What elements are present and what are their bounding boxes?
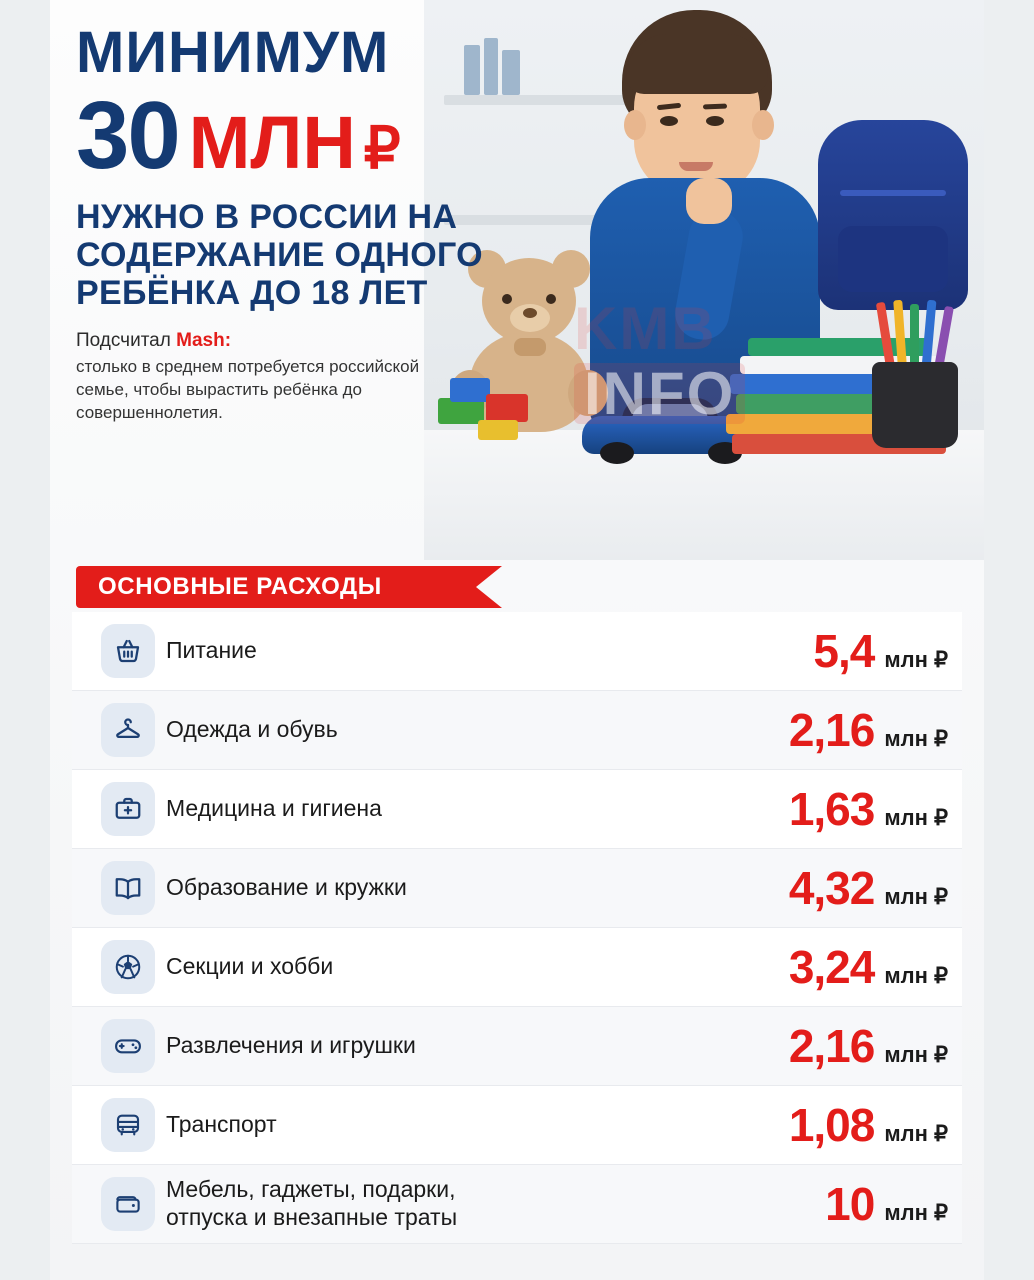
pencil-holder bbox=[872, 362, 958, 448]
basket-icon bbox=[101, 624, 155, 678]
row-label-line1: Мебель, гаджеты, подарки, bbox=[166, 1176, 456, 1203]
row-label bbox=[166, 953, 678, 981]
row-value: 4,32 bbox=[788, 862, 875, 914]
row-label bbox=[166, 1032, 678, 1060]
row-label bbox=[166, 716, 678, 744]
table-row bbox=[72, 1007, 962, 1086]
table-row bbox=[72, 612, 962, 691]
row-label bbox=[166, 637, 678, 665]
watermark-line1: KMB bbox=[574, 295, 717, 362]
source-note-prefix: Подсчитал bbox=[76, 330, 177, 352]
section-banner-shape bbox=[76, 566, 476, 608]
row-unit: млн ₽ bbox=[884, 647, 948, 672]
row-icon-cell bbox=[90, 1177, 166, 1231]
row-value-cell bbox=[678, 861, 948, 915]
row-icon-cell bbox=[90, 1019, 166, 1073]
source-note-body: столько в среднем потребуется российской семье, чтобы вырастить ребёнка до совершеннолетия. bbox=[76, 357, 420, 423]
row-icon-cell bbox=[90, 1098, 166, 1152]
headline-minimum: МИНИМУМ bbox=[76, 20, 390, 85]
amount-unit: МЛН bbox=[188, 101, 356, 184]
boy-ear bbox=[752, 110, 774, 140]
hanger-icon bbox=[101, 703, 155, 757]
bus-icon bbox=[101, 1098, 155, 1152]
table-row bbox=[72, 770, 962, 849]
boy-eye bbox=[660, 116, 678, 126]
row-icon-cell bbox=[90, 940, 166, 994]
row-unit: млн ₽ bbox=[884, 1200, 948, 1225]
row-label bbox=[166, 795, 678, 823]
table-row bbox=[72, 849, 962, 928]
infographic-canvas bbox=[50, 0, 984, 1280]
row-label bbox=[166, 1176, 678, 1231]
row-unit: млн ₽ bbox=[884, 805, 948, 830]
row-label-line1: Питание bbox=[166, 637, 257, 664]
row-value: 2,16 bbox=[788, 704, 875, 756]
table-row bbox=[72, 1165, 962, 1244]
row-value-cell bbox=[678, 782, 948, 836]
row-unit: млн ₽ bbox=[884, 1042, 948, 1067]
car-wheel bbox=[600, 442, 634, 464]
boy-ear bbox=[624, 110, 646, 140]
backpack-zipper bbox=[840, 190, 946, 196]
firstaid-icon bbox=[101, 782, 155, 836]
row-unit: млн ₽ bbox=[884, 1121, 948, 1146]
row-unit: млн ₽ bbox=[884, 884, 948, 909]
table-row bbox=[72, 1086, 962, 1165]
row-icon-cell bbox=[90, 624, 166, 678]
headline-block bbox=[76, 20, 596, 425]
pencil-cup bbox=[860, 300, 970, 450]
row-label-line1: Развлечения и игрушки bbox=[166, 1032, 416, 1059]
left-margin-strip bbox=[0, 0, 50, 1280]
section-banner-label: ОСНОВНЫЕ РАСХОДЫ bbox=[98, 573, 382, 600]
row-value: 10 bbox=[825, 1178, 875, 1230]
row-value: 5,4 bbox=[813, 625, 875, 677]
source-note bbox=[76, 330, 436, 425]
row-unit: млн ₽ bbox=[884, 726, 948, 751]
headline-amount bbox=[76, 82, 596, 189]
ruble-sign-icon: ₽ bbox=[363, 116, 401, 181]
row-label bbox=[166, 1111, 678, 1139]
boy-eye bbox=[706, 116, 724, 126]
book-icon bbox=[101, 861, 155, 915]
source-brand: Mash: bbox=[176, 330, 232, 352]
row-value: 1,08 bbox=[788, 1099, 875, 1151]
hero-section bbox=[50, 0, 984, 560]
row-value: 1,63 bbox=[788, 783, 875, 835]
table-row bbox=[72, 691, 962, 770]
row-value-cell bbox=[678, 624, 948, 678]
wallet-icon bbox=[101, 1177, 155, 1231]
section-banner bbox=[76, 566, 476, 608]
row-value: 3,24 bbox=[788, 941, 875, 993]
row-value: 2,16 bbox=[788, 1020, 875, 1072]
boy-hand bbox=[686, 178, 732, 224]
row-label-line1: Секции и хобби bbox=[166, 953, 334, 980]
watermark bbox=[574, 295, 745, 427]
row-label-line1: Образование и кружки bbox=[166, 874, 407, 901]
watermark-line2: INFO bbox=[574, 363, 745, 424]
right-margin-strip bbox=[984, 0, 1034, 1280]
boy-mouth bbox=[679, 162, 713, 171]
expenses-table bbox=[72, 612, 962, 1244]
headline-subtitle: НУЖНО В РОССИИ НА СОДЕРЖАНИЕ ОДНОГО РЕБЁНКА ДО 18 ЛЕТ bbox=[76, 198, 483, 313]
football-icon bbox=[101, 940, 155, 994]
gamepad-icon bbox=[101, 1019, 155, 1073]
backpack-icon bbox=[818, 120, 968, 310]
row-value-cell bbox=[678, 1177, 948, 1231]
boy-fringe bbox=[626, 34, 768, 94]
row-icon-cell bbox=[90, 782, 166, 836]
row-value-cell bbox=[678, 1098, 948, 1152]
backpack-pocket bbox=[838, 226, 948, 292]
row-label bbox=[166, 874, 678, 902]
row-icon-cell bbox=[90, 703, 166, 757]
row-label-line2: отпуска и внезапные траты bbox=[166, 1204, 458, 1230]
row-icon-cell bbox=[90, 861, 166, 915]
table-row bbox=[72, 928, 962, 1007]
source-note-lead bbox=[76, 330, 436, 352]
row-label-line1: Медицина и гигиена bbox=[166, 795, 382, 822]
boy-eyebrow bbox=[703, 104, 727, 110]
row-unit: млн ₽ bbox=[884, 963, 948, 988]
row-label-line1: Одежда и обувь bbox=[166, 716, 338, 743]
row-value-cell bbox=[678, 703, 948, 757]
row-value-cell bbox=[678, 940, 948, 994]
row-value-cell bbox=[678, 1019, 948, 1073]
row-label-line1: Транспорт bbox=[166, 1111, 277, 1138]
amount-number: 30 bbox=[76, 82, 179, 189]
